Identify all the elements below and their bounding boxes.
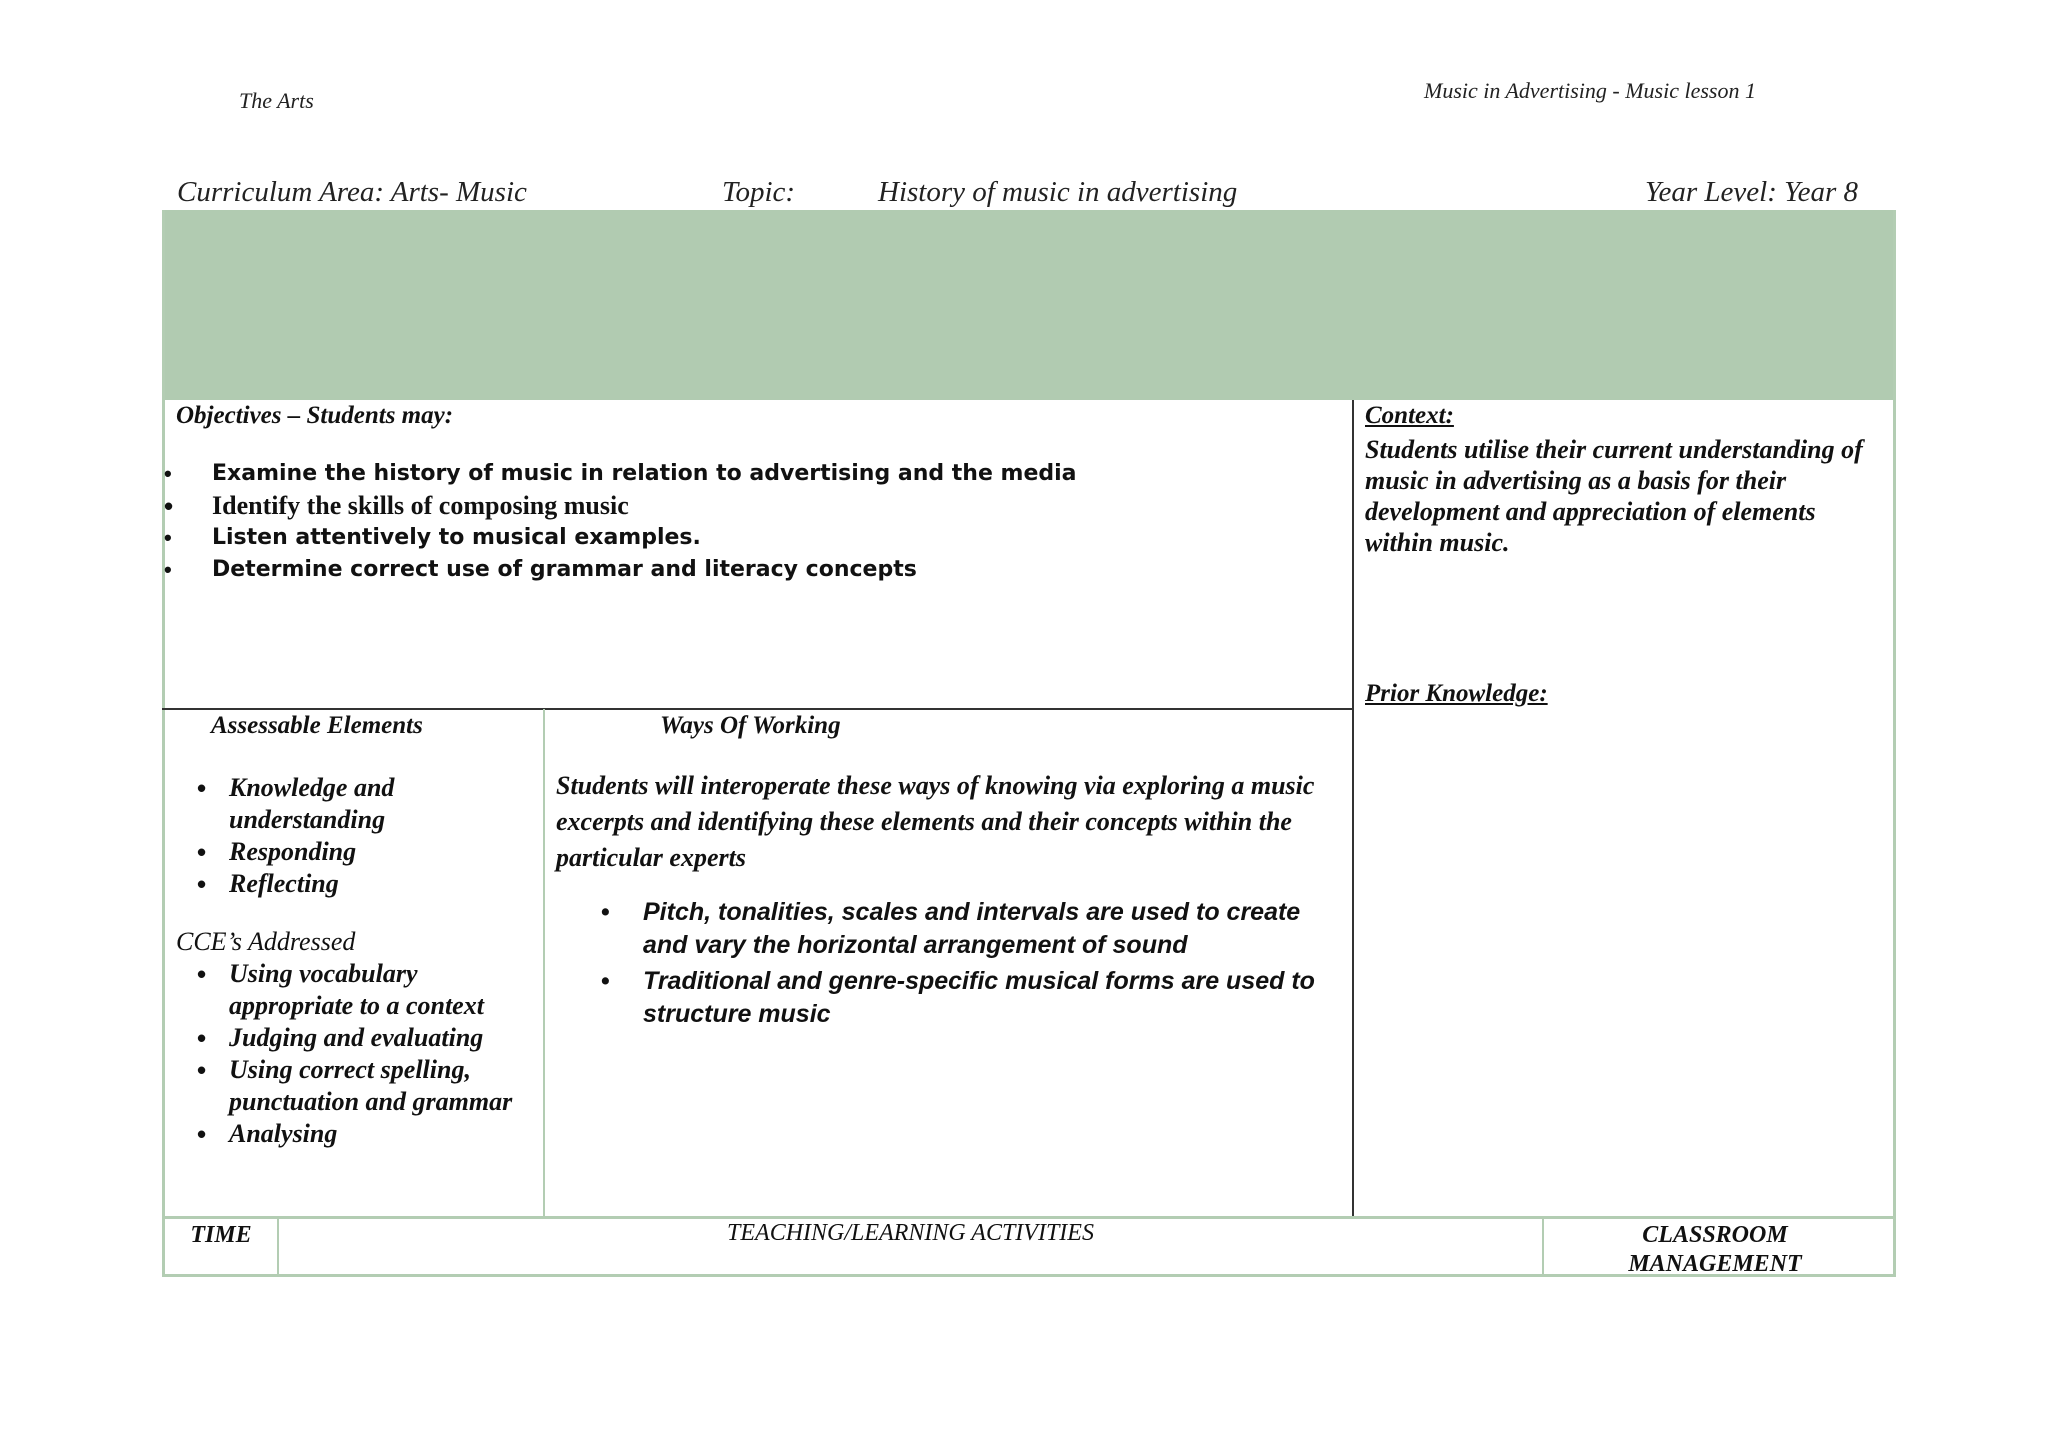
table-left-border bbox=[162, 210, 165, 1277]
list-item: • Using vocabulary appropriate to a context bbox=[176, 958, 536, 1022]
time-header: TIME bbox=[190, 1222, 252, 1248]
context-divider bbox=[1352, 400, 1354, 1216]
context-section bbox=[1365, 402, 1885, 558]
list-item: • Using correct spelling, punctuation and grammar bbox=[176, 1054, 536, 1118]
objectives-title: Objectives – Students may: bbox=[176, 402, 454, 429]
green-header-band bbox=[162, 210, 1896, 400]
objectives-section bbox=[176, 402, 1336, 586]
classroom-management-header: CLASSROOM MANAGEMENT bbox=[1628, 1222, 1802, 1277]
cce-list bbox=[176, 958, 536, 1150]
list-item: • Responding bbox=[176, 836, 536, 868]
cce-title: CCE’s Addressed bbox=[176, 927, 356, 956]
footer-top-border bbox=[162, 1216, 1896, 1219]
ways-section bbox=[556, 712, 1346, 1034]
ways-intro: Students will interoperate these ways of knowing via exploring a music excerpts and identifying these elements and their concepts within the particular experts bbox=[556, 771, 1315, 872]
year-level: Year Level: Year 8 bbox=[1645, 176, 1858, 208]
objectives-list bbox=[164, 458, 1336, 586]
prior-knowledge-title: Prior Knowledge: bbox=[1365, 680, 1548, 707]
activities-header: TEACHING/LEARNING ACTIVITIES bbox=[727, 1220, 1094, 1246]
topic-value: History of music in advertising bbox=[878, 176, 1238, 208]
assessable-section bbox=[176, 712, 536, 1150]
topic-label: Topic: bbox=[722, 176, 796, 208]
list-item: • Identify the skills of composing music bbox=[164, 490, 1336, 522]
header-left: The Arts bbox=[239, 88, 314, 113]
objectives-bottom-rule bbox=[162, 708, 1353, 710]
table-right-border bbox=[1893, 210, 1896, 1277]
footer-divider-2 bbox=[1542, 1216, 1544, 1276]
assessable-title: Assessable Elements bbox=[211, 712, 423, 739]
list-item: • Analysing bbox=[176, 1118, 536, 1150]
list-item: • Pitch, tonalities, scales and intervals are used to create and vary the horizontal arrangement of sound bbox=[556, 896, 1346, 962]
list-item: • Judging and evaluating bbox=[176, 1022, 536, 1054]
list-item: • Examine the history of music in relation to advertising and the media bbox=[164, 458, 1336, 490]
list-item: • Reflecting bbox=[176, 868, 536, 900]
context-body: Students utilise their current understanding of music in advertising as a basis for their development and appreciation of elements within music. bbox=[1365, 435, 1863, 557]
assessable-divider bbox=[543, 709, 545, 1217]
context-title: Context: bbox=[1365, 402, 1454, 429]
header-right: Music in Advertising - Music lesson 1 bbox=[1424, 78, 1756, 103]
curriculum-area: Curriculum Area: Arts- Music bbox=[177, 176, 527, 208]
list-item: • Knowledge and understanding bbox=[176, 772, 536, 836]
assessable-list bbox=[176, 772, 536, 900]
list-item: • Determine correct use of grammar and literacy concepts bbox=[164, 554, 1336, 586]
list-item: • Listen attentively to musical examples. bbox=[164, 522, 1336, 554]
ways-list bbox=[556, 896, 1346, 1031]
list-item: • Traditional and genre-specific musical forms are used to structure music bbox=[556, 965, 1346, 1031]
ways-title: Ways Of Working bbox=[660, 712, 841, 739]
